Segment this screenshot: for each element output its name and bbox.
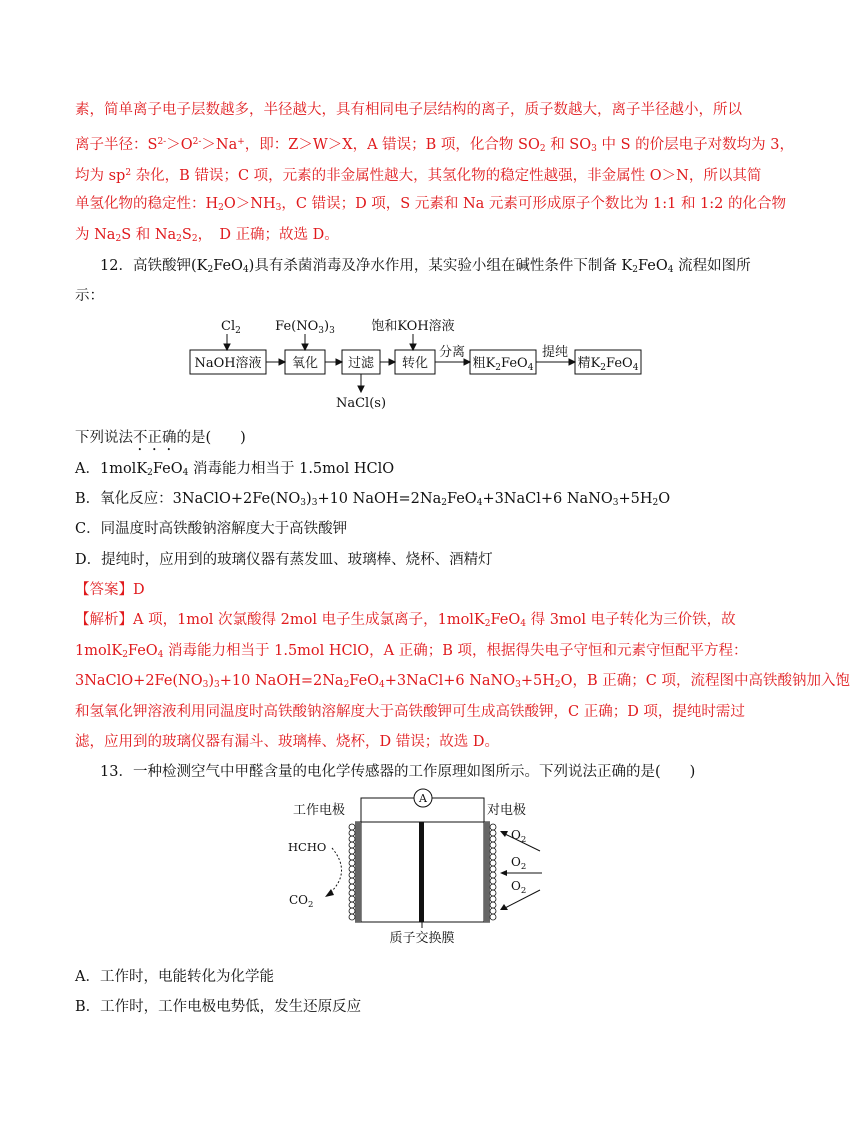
q12-stem-line-2: 示： <box>75 288 104 304</box>
working-electrode-beads <box>349 824 355 920</box>
flow-box-crude-label: 粗$K_2FeO_4$ <box>472 356 534 373</box>
counter-electrode-beads <box>490 824 496 920</box>
flow-input-koh: 饱和KOH溶液 <box>371 319 455 334</box>
flow-output-nacl: NaCl(s) <box>335 396 387 411</box>
analysis-line-3: 均为 $sp^2$ 杂化，B 错误；C 项，元素的非金属性越大，其氢化物的稳定性越强，非金属性 O＞N，所以其简 <box>75 168 762 184</box>
o2-label-3: $O_2$ <box>511 879 527 896</box>
counter-electrode <box>484 822 490 922</box>
working-electrode <box>355 822 361 922</box>
q12-analysis-line-5: 滤，应用到的玻璃仪器有漏斗、玻璃棒、烧杯，D 错误；故选 D。 <box>75 734 499 750</box>
hcho-to-co2-arrow <box>330 848 342 893</box>
q12-stem-line-1: 12．高铁酸钾$(K_2FeO_4)$具有杀菌消毒及净水作用，某实验小组在碱性条件下制备 $K_2FeO_4$ 流程如图所 <box>100 258 751 275</box>
flow-box-filter-label: 过滤 <box>347 356 375 371</box>
analysis-line-1: 素，简单离子电子层数越多，半径越大，具有相同电子层结构的离子，质子数越大，离子半径越小，所以 <box>75 102 742 118</box>
analysis-line-4: 单氢化物的稳定性：$H_2O>NH_3$，C 错误；D 项，S 元素和 Na 元素可形成原子个数比为 1:1 和 1:2 的化合物 <box>75 196 786 213</box>
q12-analysis-line-3: $3NaClO+2Fe(NO_3)_3+10$ $NaOH=2Na_2FeO_4+3NaCl+6$ $NaNO_3+5H_2O$，B 正确；C 项，流程图中高铁酸钠加入饱 <box>75 673 850 690</box>
q12-ask: 下列说法不正确的是( ) <box>75 430 246 446</box>
flow-box-pure-label: 精$K_2FeO_4$ <box>577 356 639 373</box>
flow-box-transform-label: 转化 <box>401 356 429 371</box>
q12-analysis-line-4: 和氢氧化钾溶液利用同温度时高铁酸钠溶解度大于高铁酸钾可生成高铁酸钾，C 正确；D 项，提纯时需过 <box>75 704 745 720</box>
flow-input-cl2: $Cl_2$ <box>221 319 241 336</box>
o2-label-2: $O_2$ <box>511 855 527 872</box>
q13-option-a: A．工作时，电能转化为化学能 <box>75 969 274 985</box>
working-electrode-label: 工作电极 <box>293 803 346 818</box>
ammeter-label: A <box>419 792 427 805</box>
analysis-line-5: 为 $Na_2S$ 和 $Na_2S_2$， D 正确；故选 D。 <box>75 227 339 244</box>
q12-analysis-line-1: 【解析】A 项，1mol 次氯酸得 2mol 电子生成氯离子，1molK$_2$FeO$_4$ 得 3mol 电子转化为三价铁，故 <box>75 612 736 629</box>
q13-option-b: B．工作时，工作电极电势低，发生还原反应 <box>75 999 362 1015</box>
q12-option-d: D．提纯时，应用到的玻璃仪器有蒸发皿、玻璃棒、烧杯、酒精灯 <box>75 552 493 568</box>
flow-box-naoh-label: NaOH溶液 <box>194 356 262 371</box>
membrane-label: 质子交换膜 <box>389 931 455 946</box>
q12-analysis-line-2: 1molK$_2$FeO$_4$ 消毒能力相当于 1.5mol HClO，A 正确；B 项，根据得失电子守恒和元素守恒配平方程： <box>75 643 748 660</box>
analysis-line-2: 离子半径：$S^{2-}>O^{2-}>Na^+$，即：Z＞W＞X，A 错误；B 项，化合物 $SO_2$ 和 $SO_3$ 中 S 的价层电子对数均为 3， <box>75 137 794 154</box>
q13-stem: 13．一种检测空气中甲醛含量的电化学传感器的工作原理如图所示。下列说法正确的是( ) <box>100 764 696 780</box>
flow-arrow-purify-label: 提纯 <box>541 345 569 360</box>
q12-answer: 【答案】D <box>75 582 145 598</box>
q12-option-a: A．1molK$_2$FeO$_4$ 消毒能力相当于 1.5mol HClO <box>75 461 395 478</box>
q12-option-c: C．同温度时高铁酸钠溶解度大于高铁酸钾 <box>75 521 348 537</box>
hcho-label: HCHO <box>288 840 327 854</box>
counter-electrode-label: 对电极 <box>487 803 527 818</box>
flow-arrow-separate-label: 分离 <box>438 345 466 360</box>
flow-input-fe-nitrate: $Fe(NO_3)_3$ <box>275 319 335 336</box>
q12-option-b: B．氧化反应：$3NaClO+2Fe(NO_3)_3+10$ $NaOH=2Na_2FeO_4+3NaCl+6$ $NaNO_3+5H_2O$ <box>75 491 671 508</box>
o2-label-1: $O_2$ <box>511 828 527 845</box>
co2-label: $CO_2$ <box>289 893 314 910</box>
flow-box-oxidation-label: 氧化 <box>291 356 319 371</box>
proton-exchange-membrane <box>419 822 424 922</box>
